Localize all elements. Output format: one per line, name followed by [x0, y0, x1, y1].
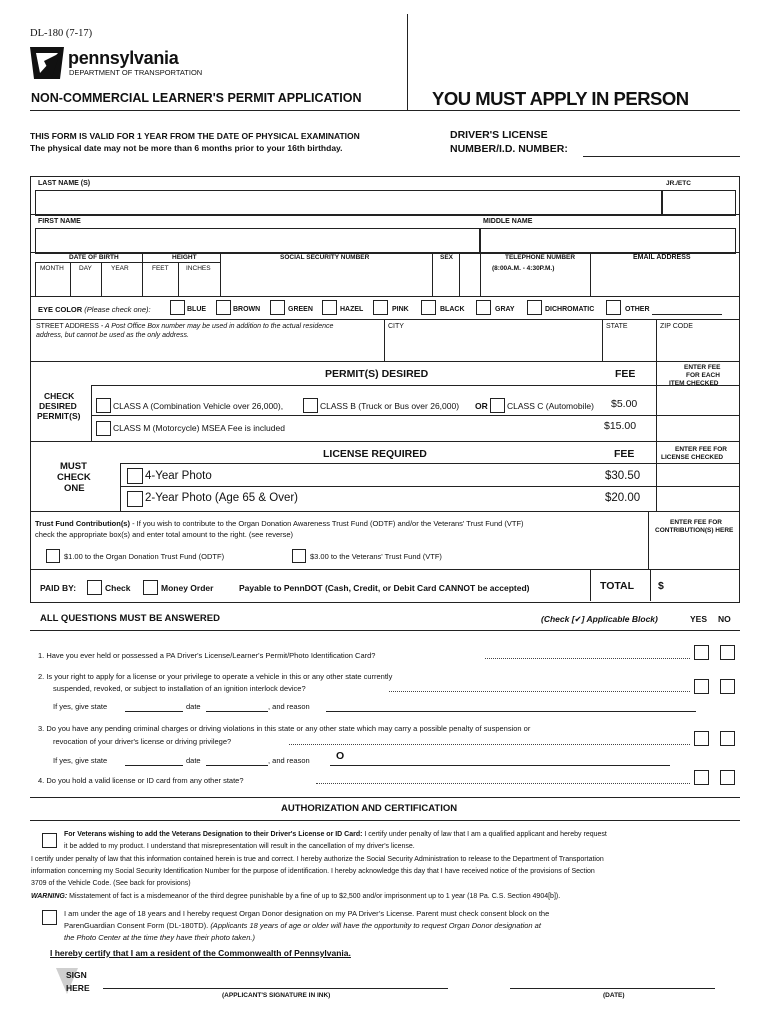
form-title: NON-COMMERCIAL LEARNER'S PERMIT APPLICATION — [31, 91, 362, 105]
organ-donor-checkbox[interactable] — [42, 910, 57, 925]
check-desired-1: CHECK — [44, 391, 75, 401]
dl-number-field[interactable] — [583, 156, 740, 157]
total-label: TOTAL — [600, 580, 635, 592]
certify-line2: information concerning my Social Security Identification Number for the purpose of identification. I hereby acknowledge this day that I have received notice of the provisions of Section — [31, 868, 595, 875]
q3-date-label: date — [186, 756, 201, 765]
class-abc-fee: $5.00 — [611, 398, 638, 410]
phone-label: TELEPHONE NUMBER — [505, 254, 576, 261]
email-input[interactable] — [592, 264, 734, 294]
permits-enter-fee-2: FOR EACH — [686, 372, 720, 379]
street-label: STREET ADDRESS - A Post Office Box number may be used in addition to the actual residence — [36, 323, 334, 330]
sign-here-2: HERE — [66, 983, 90, 993]
q1-yes-checkbox[interactable] — [694, 645, 709, 660]
first-name-label: FIRST NAME — [38, 218, 81, 225]
license-enter-fee-2: LICENSE CHECKED — [661, 454, 724, 461]
q2-if-yes-state: If yes, give state — [53, 702, 108, 711]
sign-here-1: SIGN — [66, 970, 87, 980]
q2-reason-input[interactable] — [326, 711, 696, 712]
pay-check-label: Check — [105, 583, 131, 593]
class-m-checkbox[interactable] — [96, 421, 111, 436]
eye-pink-label: PINK — [392, 306, 409, 313]
q3-date-input[interactable] — [206, 765, 268, 766]
class-b-label: CLASS B (Truck or Bus over 26,000) — [320, 401, 460, 411]
signature-line[interactable] — [103, 988, 448, 989]
q3-reason-input[interactable] — [330, 765, 670, 766]
certify-line1: I certify under penalty of law that this information contained herein is true and correct. I hereby authorize the Social Security Administration to release to the Department of Transportation — [31, 856, 604, 863]
trust-text1: Trust Fund Contribution(s) - If you wish to contribute to the Organ Donation Awareness Trust Fund (ODTF) and/or the Veterans' Trust Fund (VTF) — [35, 519, 524, 528]
pay-money-order-checkbox[interactable] — [143, 580, 158, 595]
sex-label: SEX — [440, 254, 454, 261]
dob-year-label: YEAR — [111, 265, 129, 272]
dl-number-label1: DRIVER'S LICENSE — [450, 129, 548, 141]
eye-blue-label: BLUE — [187, 306, 207, 313]
date-label: (DATE) — [603, 992, 625, 999]
q3-no-checkbox[interactable] — [720, 731, 735, 746]
eye-other-checkbox[interactable] — [606, 300, 621, 315]
eye-green-checkbox[interactable] — [270, 300, 285, 315]
dob-day-label: DAY — [79, 265, 92, 272]
license-2yr-fee: $20.00 — [605, 492, 641, 504]
q2-no-checkbox[interactable] — [720, 679, 735, 694]
license-2yr-checkbox[interactable] — [127, 491, 143, 507]
last-name-input[interactable] — [35, 190, 662, 216]
permits-enter-fee-3: ITEM CHECKED — [669, 380, 719, 387]
class-m-fee: $15.00 — [604, 420, 637, 432]
dob-label: DATE OF BIRTH — [69, 254, 119, 261]
organ-text1: I am under the age of 18 years and I hereby request Organ Donor designation on my PA Driver’s License. Parent must check consent block on the — [64, 909, 550, 918]
q4-yes-checkbox[interactable] — [694, 770, 709, 785]
total-input[interactable] — [668, 574, 736, 598]
organ-text2: ParenGuardian Consent Form (DL-180TD). (Applicants 18 years of age or older will have the opportunity to request Organ Donor designation at — [64, 921, 541, 930]
q3-state-input[interactable] — [125, 765, 183, 766]
first-name-input[interactable] — [35, 228, 480, 254]
height-inches-label: INCHES — [186, 265, 211, 272]
question-3a: 3. Do you have any pending criminal charges or driving violations in this state or any other state which may carry a possible penalty of suspension or — [38, 724, 531, 733]
signature-label: (APPLICANT'S SIGNATURE IN INK) — [222, 992, 331, 999]
eye-color-label: EYE COLOR (Please check one): — [38, 305, 151, 314]
eye-black-label: BLACK — [440, 306, 465, 313]
trust-enter-fee-1: ENTER FEE FOR — [670, 519, 723, 526]
vtf-checkbox[interactable] — [292, 549, 306, 563]
must-check-3: ONE — [64, 483, 85, 494]
eye-pink-checkbox[interactable] — [373, 300, 388, 315]
state-label: STATE — [606, 323, 628, 330]
must-check-1: MUST — [60, 461, 87, 472]
total-dollar: $ — [658, 580, 664, 592]
brand-name: pennsylvania — [68, 48, 179, 68]
q1-no-checkbox[interactable] — [720, 645, 735, 660]
jr-etc-input[interactable] — [662, 190, 736, 216]
check-desired-2: DESIRED — [39, 401, 77, 411]
q2-date-label: date — [186, 702, 201, 711]
eye-dichromatic-checkbox[interactable] — [527, 300, 542, 315]
eye-brown-label: BROWN — [233, 306, 261, 313]
permits-enter-fee-1: ENTER FEE — [684, 364, 721, 371]
eye-dichromatic-label: DICHROMATIC — [545, 306, 595, 313]
question-2b: suspended, revoked, or subject to installation of an ignition interlock device? — [53, 684, 306, 693]
license-4yr-label: 4-Year Photo — [145, 470, 212, 482]
validity-line2: The physical date may not be more than 6 months prior to your 16th birthday. — [30, 143, 343, 153]
middle-name-label: MIDDLE NAME — [483, 218, 533, 225]
email-label: EMAIL ADDRESS — [633, 254, 691, 261]
validity-line1: THIS FORM IS VALID FOR 1 YEAR FROM THE DATE OF PHYSICAL EXAMINATION — [30, 131, 360, 141]
check-desired-3: PERMIT(S) — [37, 411, 81, 421]
veteran-text2: it be added to my product. I understand that misrepresentation will result in the cancellation of my driver's license. — [64, 843, 415, 850]
q4-no-checkbox[interactable] — [720, 770, 735, 785]
dl-number-label2: NUMBER/I.D. NUMBER: — [450, 143, 568, 155]
jr-etc-label: JR./ETC — [666, 180, 691, 187]
eye-other-input[interactable] — [652, 314, 722, 315]
pay-money-order-label: Money Order — [161, 583, 214, 593]
zip-label: ZIP CODE — [660, 323, 693, 330]
must-check-2: CHECK — [57, 472, 91, 483]
veteran-checkbox[interactable] — [42, 833, 57, 848]
q2-reason-label: , and reason — [268, 702, 310, 711]
ssn-label: SOCIAL SECURITY NUMBER — [280, 254, 370, 261]
eye-other-label: OTHER — [625, 306, 650, 313]
veteran-text1: For Veterans wishing to add the Veterans Designation to their Driver's License or ID Card: I certify under penalty of law that I am a qualified applicant and hereby request — [64, 831, 607, 838]
eye-black-checkbox[interactable] — [421, 300, 436, 315]
ssn-input[interactable] — [222, 262, 430, 294]
odtf-label: $1.00 to the Organ Donation Trust Fund (ODTF) — [64, 552, 225, 561]
yes-header: YES — [690, 614, 708, 624]
pay-check-checkbox[interactable] — [87, 580, 102, 595]
eye-hazel-checkbox[interactable] — [322, 300, 337, 315]
q3-reason-value: O — [336, 750, 345, 762]
question-3b: revocation of your driver's license or driving privilege? — [53, 737, 232, 746]
permits-header: PERMIT(S) DESIRED — [325, 368, 429, 380]
street-note: address, but cannot be used as the only address. — [36, 332, 189, 339]
class-c-label: CLASS C (Automobile) — [507, 401, 594, 411]
form-code: DL-180 (7-17) — [30, 28, 93, 39]
license-4yr-fee: $30.50 — [605, 470, 641, 482]
class-b-checkbox[interactable] — [303, 398, 318, 413]
eye-brown-checkbox[interactable] — [216, 300, 231, 315]
license-enter-fee-1: ENTER FEE FOR — [675, 446, 728, 453]
phone-hours: (8:00A.M. - 4:30P.M.) — [492, 265, 555, 272]
resident-certify: I hereby certify that I am a resident of the Commonwealth of Pennsylvania. — [50, 948, 351, 958]
trust-enter-fee-2: CONTRIBUTION(S) HERE — [655, 527, 734, 534]
class-m-label: CLASS M (Motorcycle) MSEA Fee is included — [113, 423, 285, 433]
q2-yes-checkbox[interactable] — [694, 679, 709, 694]
middle-name-input[interactable] — [480, 228, 736, 254]
q2-date-input[interactable] — [206, 711, 268, 712]
certify-line3: 3709 of the Vehicle Code. (See back for provisions) — [31, 880, 191, 887]
no-header: NO — [718, 614, 731, 624]
height-feet-label: FEET — [152, 265, 169, 272]
organ-text3: the Photo Center at the time they have their photo taken.) — [64, 933, 255, 942]
height-label: HEIGHT — [172, 254, 197, 261]
apply-notice: YOU MUST APPLY IN PERSON — [432, 88, 689, 109]
q3-yes-checkbox[interactable] — [694, 731, 709, 746]
license-fee-label: FEE — [614, 448, 635, 460]
class-abc-checkbox[interactable] — [96, 398, 111, 413]
eye-green-label: GREEN — [288, 306, 313, 313]
eye-gray-label: GRAY — [495, 306, 515, 313]
date-line[interactable] — [510, 988, 715, 989]
license-2yr-label: 2-Year Photo (Age 65 & Over) — [145, 492, 298, 504]
brand-dept: DEPARTMENT OF TRANSPORTATION — [69, 68, 203, 77]
eye-blue-checkbox[interactable] — [170, 300, 185, 315]
q3-reason-label: , and reason — [268, 756, 310, 765]
license-4yr-checkbox[interactable] — [127, 468, 143, 484]
question-2a: 2. Is your right to apply for a license or your privilege to operate a vehicle in this or any other state currently — [38, 672, 393, 681]
warning-text: WARNING: Misstatement of fact is a misdemeanor of the third degree punishable by a fine of up to $2,500 and/or imprisonment up to 1 year (18 Pa. C.S. Section 4904[b]). — [31, 893, 561, 900]
paid-by-label: PAID BY: — [40, 583, 77, 593]
questions-header: ALL QUESTIONS MUST BE ANSWERED — [40, 613, 220, 624]
permits-fee-label: FEE — [615, 368, 636, 380]
last-name-label: LAST NAME (S) — [38, 180, 91, 187]
trust-text2: check the appropriate box(s) and enter total amount to the right. (see reverse) — [35, 530, 294, 539]
class-c-checkbox[interactable] — [490, 398, 505, 413]
eye-gray-checkbox[interactable] — [476, 300, 491, 315]
odtf-checkbox[interactable] — [46, 549, 60, 563]
class-or-label: OR — [475, 401, 488, 411]
class-a-label: CLASS A (Combination Vehicle over 26,000), — [113, 401, 284, 411]
auth-header: AUTHORIZATION AND CERTIFICATION — [281, 803, 458, 814]
keystone-logo-icon — [30, 43, 64, 79]
eye-hazel-label: HAZEL — [340, 306, 364, 313]
q3-if-yes-state: If yes, give state — [53, 756, 108, 765]
dob-month-label: MONTH — [40, 265, 64, 272]
vtf-label: $3.00 to the Veterans' Trust Fund (VTF) — [310, 552, 442, 561]
check-block-note: (Check [✔] Applicable Block) — [541, 614, 658, 624]
payable-note: Payable to PennDOT (Cash, Credit, or Debit Card CANNOT be accepted) — [239, 583, 530, 593]
q2-state-input[interactable] — [125, 711, 183, 712]
city-label: CITY — [388, 323, 404, 330]
license-header: LICENSE REQUIRED — [323, 448, 427, 460]
question-1: 1. Have you ever held or possessed a PA Driver's License/Learner's Permit/Photo Identification Card? — [38, 651, 376, 660]
question-4: 4. Do you hold a valid license or ID card from any other state? — [38, 776, 244, 785]
